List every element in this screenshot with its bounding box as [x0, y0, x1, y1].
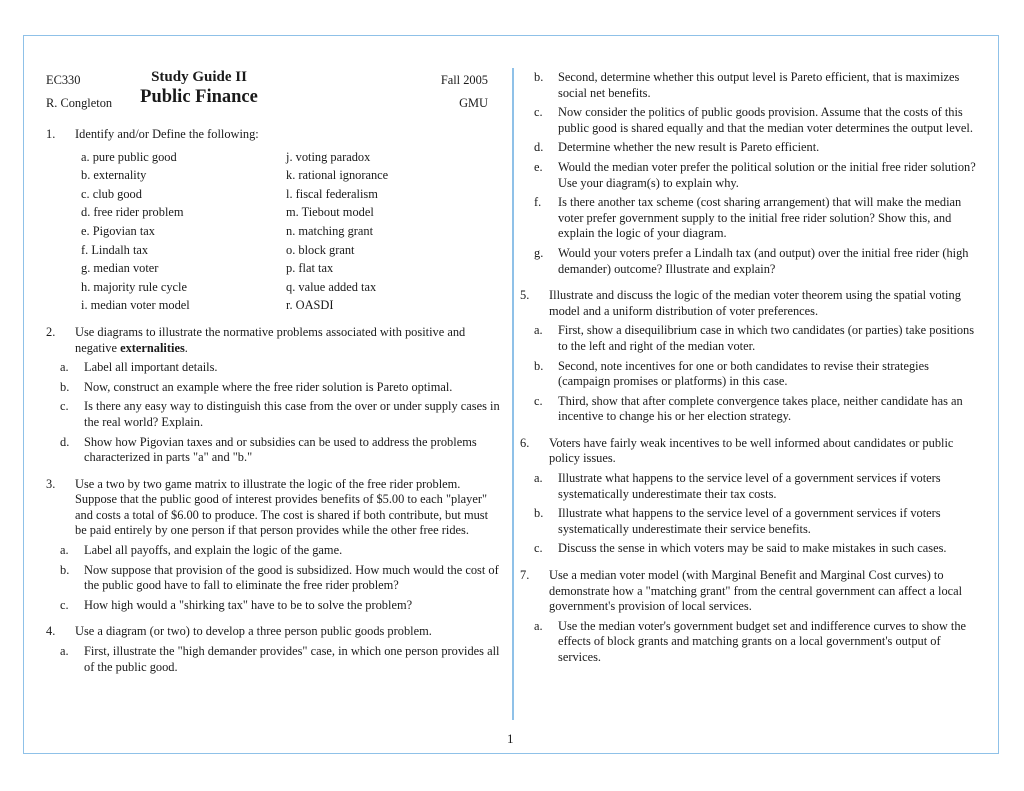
sub-label: g. — [534, 245, 544, 260]
sub-text: Third, show that after complete convergence takes place, neither candidate has an incentive to change his or her election strategy. — [558, 393, 963, 424]
question-number: 7. — [520, 568, 530, 583]
sub-label: d. — [60, 434, 70, 449]
sub-text: Illustrate what happens to the service level of a government services if voters systematically underestimate their tax costs. — [558, 471, 941, 501]
sub-label: f. — [534, 195, 542, 210]
term-item: d. free rider problem — [81, 205, 184, 220]
sub-item — [520, 394, 978, 425]
term-item: p. flat tax — [286, 261, 334, 276]
question-1 — [46, 127, 502, 143]
header-row-1 — [46, 70, 502, 90]
sub-text: Now consider the politics of public goods provision. Assume that the costs of this public good is shared equally and that the median voter determines the output level. — [558, 105, 973, 135]
sub-label: b. — [60, 379, 70, 394]
term-item: b. externality — [81, 168, 147, 183]
question-3 — [46, 477, 502, 539]
term-item: k. rational ignorance — [286, 168, 389, 183]
term-item: i. median voter model — [81, 298, 190, 313]
term-item: r. OASDI — [286, 298, 334, 313]
question-text: Voters have fairly weak incentives to be well informed about candidates or public policy issues. — [549, 435, 954, 466]
sub-label: b. — [534, 358, 544, 373]
sub-item — [520, 195, 978, 242]
question-number: 5. — [520, 288, 530, 303]
sub-text: Would your voters prefer a Lindalh tax (and output) over the initial free rider (high demander) outcome? Illustrate and explain? — [558, 245, 969, 276]
sub-label: b. — [534, 70, 544, 84]
term-item: e. Pigovian tax — [81, 223, 155, 238]
sub-item — [46, 435, 502, 466]
sub-text: First, show a disequilibrium case in which two candidates (or parties) take positions to the left and right of the median voter. — [558, 323, 975, 353]
question-number: 2. — [46, 324, 56, 339]
sub-text: Would the median voter prefer the political solution or the initial free rider solution? Use your diagram(s) to explain why. — [558, 159, 976, 190]
left-column — [46, 70, 502, 675]
term-item: l. fiscal federalism — [286, 186, 378, 201]
sub-text: Determine whether the new result is Pareto efficient. — [558, 140, 820, 155]
sub-text: Use the median voter's government budget set and indifference curves to show the effects of block grants and matching grants on a local government's output of services. — [558, 618, 967, 664]
question-text: Use diagrams to illustrate the normative problems associated with positive and negative — [75, 324, 466, 355]
sub-text: Label all payoffs, and explain the logic of the game. — [84, 543, 343, 558]
term-item: j. voting paradox — [286, 149, 371, 164]
bold-term: externalities — [120, 340, 185, 355]
question-text: Use a median voter model (with Marginal Benefit and Marginal Cost curves) to demonstrate how a "matching grant" from the central government can affect a local government's provision of local services. — [549, 568, 963, 614]
sub-label: c. — [534, 105, 543, 120]
term: Fall 2005 — [440, 73, 488, 87]
sub-item — [46, 563, 502, 594]
term-item: o. block grant — [286, 242, 355, 257]
sub-label: a. — [60, 360, 69, 375]
sub-label: c. — [60, 597, 69, 612]
sub-label: b. — [534, 506, 544, 521]
sub-item — [520, 471, 978, 502]
sub-text: Is there any easy way to distinguish this case from the over or under supply cases in the real world? Explain. — [84, 399, 500, 429]
sub-text: Second, determine whether this output level is Pareto efficient, that is maximizes social net benefits. — [558, 70, 960, 100]
sub-text: Now, construct an example where the free rider solution is Pareto optimal. — [84, 379, 453, 394]
sub-label: a. — [60, 644, 69, 659]
sub-item — [46, 543, 502, 559]
instructor: R. Congleton — [46, 96, 113, 110]
sub-label: d. — [534, 140, 544, 155]
sub-item — [46, 644, 502, 675]
sub-text: Is there another tax scheme (cost sharing arrangement) that will make the median voter prefer government supply to the initial free rider solution? Show this, and explain the logic of your diagram. — [558, 195, 962, 241]
question-text-end: . — [184, 340, 188, 355]
sub-item — [520, 160, 978, 191]
header-row-2 — [46, 87, 502, 110]
sub-text: Show how Pigovian taxes and or subsidies can be used to address the problems characterized in parts "a" and "b." — [84, 434, 477, 465]
sub-label: e. — [534, 159, 543, 174]
question-7 — [520, 568, 978, 615]
sub-item — [520, 246, 978, 277]
subject-title: Public Finance — [140, 87, 258, 107]
sub-label: c. — [60, 399, 69, 414]
term-item: c. club good — [81, 186, 142, 201]
page-number: 1 — [507, 731, 514, 746]
term-item: m. Tiebout model — [286, 205, 374, 220]
question-5 — [520, 288, 978, 319]
term-item: h. majority rule cycle — [81, 279, 187, 294]
terms-list — [81, 150, 502, 314]
term-item: n. matching grant — [286, 223, 374, 238]
sub-text: First, illustrate the "high demander provides" case, in which one person provides all of the public good. — [84, 644, 500, 674]
school: GMU — [459, 96, 488, 110]
sub-label: a. — [534, 618, 543, 633]
sub-text: Now suppose that provision of the good is subsidized. How much would the cost of the public good have to fall to eliminate the free rider problem? — [84, 562, 499, 593]
question-6 — [520, 436, 978, 467]
question-4 — [46, 624, 502, 640]
question-text: Use a diagram (or two) to develop a three person public goods problem. — [75, 624, 432, 639]
sub-item — [46, 399, 502, 430]
sub-label: c. — [534, 393, 543, 408]
sub-label: a. — [534, 471, 543, 486]
sub-text: Second, note incentives for one or both candidates to revise their strategies (campaign promises or platforms) in this case. — [558, 358, 929, 389]
sub-item — [520, 541, 978, 557]
sub-text: Label all important details. — [84, 360, 218, 375]
sub-label: c. — [534, 541, 543, 556]
question-text: Illustrate and discuss the logic of the median voter theorem using the spatial voting model and a uniform distribution of voter preferences. — [549, 288, 961, 318]
sub-item — [520, 105, 978, 136]
question-text: Use a two by two game matrix to illustrate the logic of the free rider problem. Suppose that the public good of interest provides benefits of $5.00 to each "player" and costs a total of $6.00 to produce. The cost is shared if both contribute, but must be paid entirely by one person if that person provides while the other free rides. — [75, 476, 489, 538]
sub-text: Illustrate what happens to the service level of a government services if voters systematically underestimate their service benefits. — [558, 506, 941, 536]
term-item: q. value added tax — [286, 279, 377, 294]
question-2 — [46, 325, 502, 356]
sub-item — [520, 140, 978, 156]
sub-item — [520, 619, 978, 666]
right-column — [520, 70, 978, 666]
course-code: EC330 — [46, 73, 81, 87]
sub-item — [46, 360, 502, 376]
term-item: f. Lindalh tax — [81, 242, 149, 257]
sub-item — [520, 70, 978, 101]
question-number: 3. — [46, 476, 56, 491]
question-number: 6. — [520, 435, 530, 450]
term-item: g. median voter — [81, 261, 159, 276]
sub-item — [520, 323, 978, 354]
sub-text: How high would a "shirking tax" have to be to solve the problem? — [84, 597, 413, 612]
sub-item — [520, 506, 978, 537]
guide-title: Study Guide II — [151, 69, 247, 85]
sub-item — [520, 359, 978, 390]
sub-text: Discuss the sense in which voters may be said to make mistakes in such cases. — [558, 541, 947, 556]
sub-item — [46, 598, 502, 614]
question-number: 4. — [46, 624, 56, 639]
question-number: 1. — [46, 127, 56, 141]
question-text: Identify and/or Define the following: — [75, 127, 259, 141]
sub-label: b. — [60, 562, 70, 577]
term-item: a. pure public good — [81, 149, 177, 164]
column-divider — [512, 68, 514, 720]
sub-label: a. — [534, 323, 543, 338]
sub-label: a. — [60, 543, 69, 558]
sub-item — [46, 380, 502, 396]
